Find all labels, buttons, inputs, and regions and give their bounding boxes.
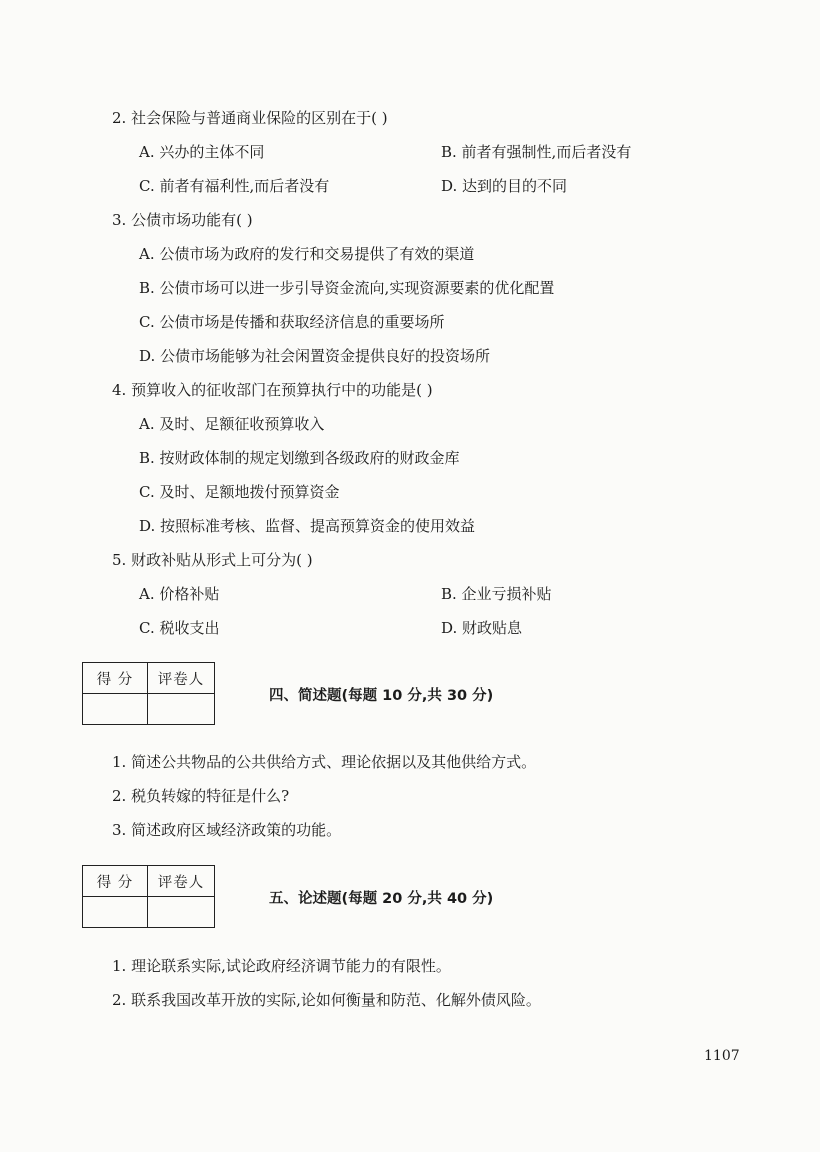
question-2-option-b: B. 前者有强制性,而后者没有 [441, 143, 632, 161]
score-cell [83, 694, 148, 725]
question-3-option-c: C. 公债市场是传播和获取经济信息的重要场所 [139, 313, 445, 331]
question-2-option-a: A. 兴办的主体不同 [139, 143, 265, 161]
question-2-option-d: D. 达到的目的不同 [441, 177, 568, 195]
question-4-option-c: C. 及时、足额地拨付预算资金 [139, 483, 340, 501]
question-5-stem: 5. 财政补贴从形式上可分为( ) [112, 551, 313, 569]
score-header: 得 分 [83, 663, 148, 694]
question-4-option-b: B. 按财政体制的规定划缴到各级政府的财政金库 [139, 449, 460, 467]
question-4-option-d: D. 按照标准考核、监督、提高预算资金的使用效益 [139, 517, 476, 535]
question-3-option-d: D. 公债市场能够为社会闲置资金提供良好的投资场所 [139, 347, 491, 365]
section-5-title: 五、论述题(每题 20 分,共 40 分) [269, 891, 494, 907]
section-4-question-1: 1. 简述公共物品的公共供给方式、理论依据以及其他供给方式。 [112, 753, 537, 771]
score-table-section-4 [82, 662, 215, 725]
grader-header: 评卷人 [148, 866, 215, 897]
score-header: 得 分 [83, 866, 148, 897]
question-4-stem: 4. 预算收入的征收部门在预算执行中的功能是( ) [112, 381, 433, 399]
score-table-section-5 [82, 865, 215, 928]
section-5-question-1: 1. 理论联系实际,试论政府经济调节能力的有限性。 [112, 957, 451, 975]
section-4-question-3: 3. 简述政府区域经济政策的功能。 [112, 821, 342, 839]
score-cell [83, 897, 148, 928]
page-number: 1107 [704, 1048, 740, 1064]
question-3-stem: 3. 公债市场功能有( ) [112, 211, 253, 229]
section-5-question-2: 2. 联系我国改革开放的实际,论如何衡量和防范、化解外债风险。 [112, 991, 541, 1009]
question-2-stem: 2. 社会保险与普通商业保险的区别在于( ) [112, 109, 388, 127]
question-5-option-c: C. 税收支出 [139, 619, 220, 637]
section-4-question-2: 2. 税负转嫁的特征是什么? [112, 787, 290, 805]
grader-header: 评卷人 [148, 663, 215, 694]
question-3-option-a: A. 公债市场为政府的发行和交易提供了有效的渠道 [139, 245, 475, 263]
question-5-option-b: B. 企业亏损补贴 [441, 585, 552, 603]
question-5-option-d: D. 财政贴息 [441, 619, 523, 637]
grader-cell [148, 897, 215, 928]
question-5-option-a: A. 价格补贴 [139, 585, 220, 603]
question-4-option-a: A. 及时、足额征收预算收入 [139, 415, 325, 433]
question-2-option-c: C. 前者有福利性,而后者没有 [139, 177, 330, 195]
section-4-title: 四、简述题(每题 10 分,共 30 分) [269, 688, 494, 704]
question-3-option-b: B. 公债市场可以进一步引导资金流向,实现资源要素的优化配置 [139, 279, 555, 297]
grader-cell [148, 694, 215, 725]
